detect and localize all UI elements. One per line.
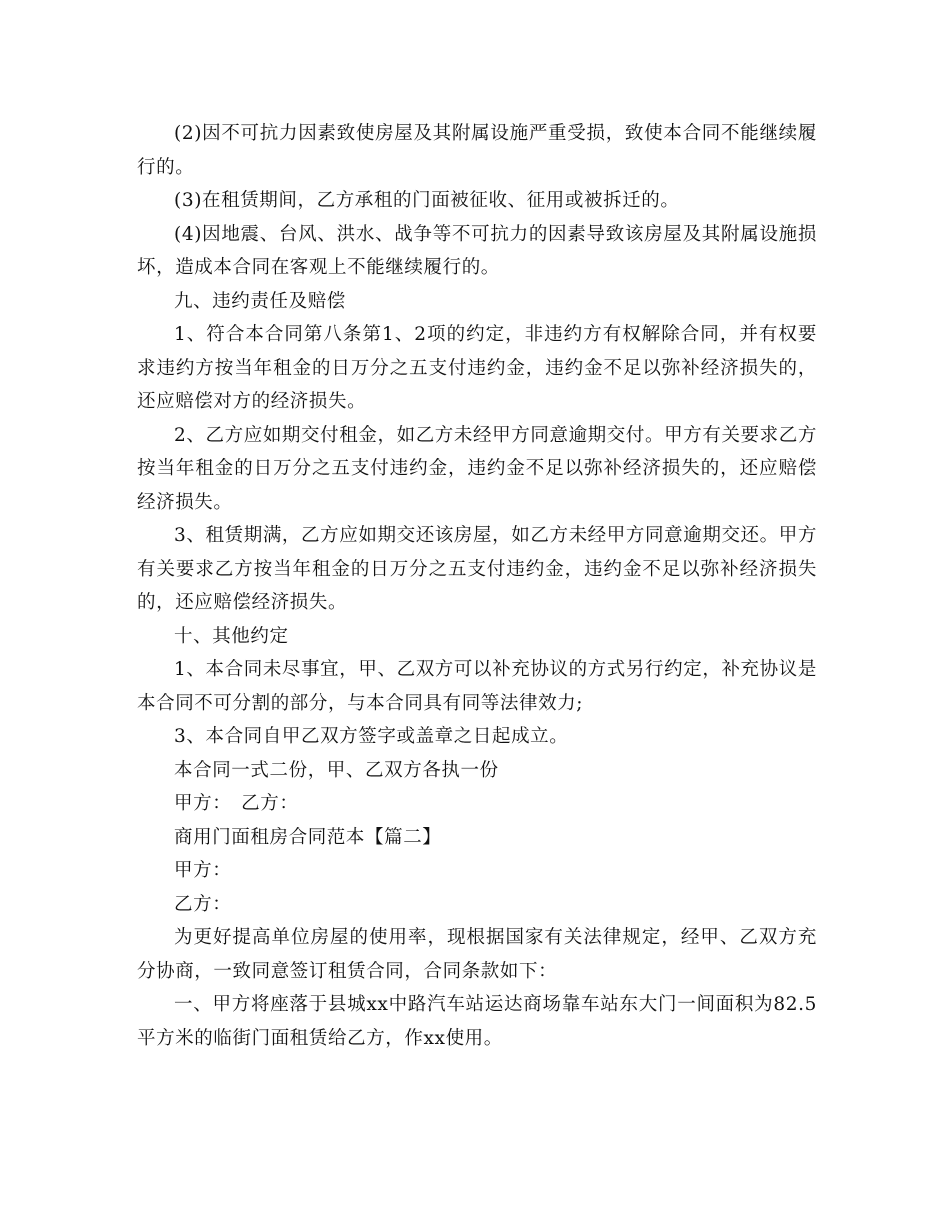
paragraph-liability-2: 2、乙方应如期交付租金，如乙方未经甲方同意逾期交付。甲方有关要求乙方按当年租金的日万分之五支付违约金，违约金不足以弥补经济损失的，还应赔偿经济损失。 <box>137 424 817 513</box>
document-body <box>137 117 817 1055</box>
section-heading-liability: 九、违约责任及赔偿 <box>174 290 346 312</box>
paragraph-liability-1: 1、符合本合同第八条第1、2项的约定，非违约方有权解除合同，并有权要求违约方按当年租金的日万分之五支付违约金，违约金不足以弥补经济损失的，还应赔偿对方的经济损失。 <box>137 324 817 412</box>
paragraph-other-3: 3、本合同自甲乙双方签字或盖章之日起成立。 <box>174 726 569 747</box>
party-b-label: 乙方： <box>174 893 232 915</box>
paragraph-preamble: 为更好提高单位房屋的使用率，现根据国家有关法律规定，经甲、乙双方充分协商，一致同意签订租赁合同，合同条款如下： <box>137 927 817 982</box>
signature-line: 甲方： 乙方： <box>174 793 299 814</box>
paragraph-force-majeure-damage: (2)因不可抗力因素致使房屋及其附属设施严重受损，致使本合同不能继续履行的。 <box>137 123 817 178</box>
paragraph-other-1: 1、本合同未尽事宜，甲、乙双方可以补充协议的方式另行约定，补充协议是本合同不可分割的部分，与本合同具有同等法律效力; <box>137 659 817 714</box>
paragraph-liability-3: 3、租赁期满，乙方应如期交还该房屋，如乙方未经甲方同意逾期交还。甲方有关要求乙方按当年租金的日万分之五支付违约金，违约金不足以弥补经济损失的，还应赔偿经济损失。 <box>137 525 817 613</box>
paragraph-expropriation: (3)在租赁期间，乙方承租的门面被征收、征用或被拆迁的。 <box>174 190 680 211</box>
section-heading-other: 十、其他约定 <box>174 625 289 647</box>
paragraph-clause-1: 一、甲方将座落于县城xx中路汽车站运达商场靠车站东大门一间面积为82.5平方米的临街门面租赁给乙方，作xx使用。 <box>137 994 817 1049</box>
paragraph-copies: 本合同一式二份，甲、乙双方各执一份 <box>174 759 499 781</box>
contract-title-part-two: 商用门面租房合同范本【篇二】 <box>174 826 442 848</box>
paragraph-natural-disaster: (4)因地震、台风、洪水、战争等不可抗力的因素导致该房屋及其附属设施损坏，造成本合同在客观上不能继续履行的。 <box>137 223 817 278</box>
party-a-label: 甲方： <box>174 860 232 881</box>
